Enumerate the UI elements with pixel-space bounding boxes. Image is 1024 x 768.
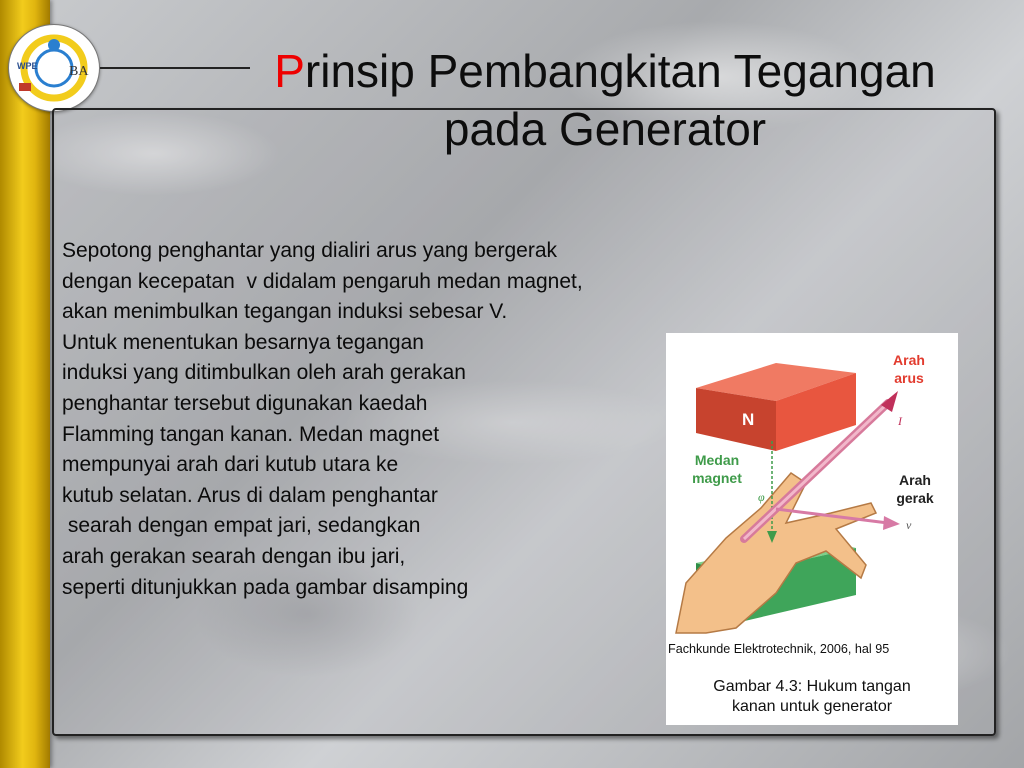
title-line-2: pada Generator xyxy=(443,103,767,155)
body-line: akan menimbulkan tegangan induksi sebesar V. xyxy=(62,300,508,324)
title-line-1-rest: rinsip Pembangkitan Tegangan xyxy=(304,45,936,97)
logo-graphic xyxy=(9,25,99,111)
slide-title xyxy=(190,42,1020,158)
body-line: mempunyai arah dari kutub utara ke xyxy=(62,453,399,477)
figure-illustration xyxy=(666,333,958,725)
institution-logo xyxy=(8,24,100,112)
label-arah-arus xyxy=(874,351,944,387)
right-hand-rule-figure xyxy=(666,333,958,725)
phi-symbol: φ xyxy=(758,490,765,504)
label-arah-gerak xyxy=(880,471,950,507)
body-line: penghantar tersebut digunakan kaedah xyxy=(62,391,428,415)
velocity-symbol: v xyxy=(906,518,912,532)
body-line: Flamming tangan kanan. Medan magnet xyxy=(62,422,440,446)
body-line: kutub selatan. Arus di dalam penghantar xyxy=(62,483,438,507)
figure-source: Fachkunde Elektrotechnik, 2006, hal 95 xyxy=(668,642,890,656)
body-line: Sepotong penghantar yang dialiri arus yang bergerak xyxy=(62,239,558,262)
pole-north-label: N xyxy=(742,410,755,429)
body-paragraph xyxy=(62,236,722,603)
logo-text-left: WPE xyxy=(17,61,38,71)
logo-text-right: BA xyxy=(69,64,89,79)
label-arah-arus-text: Arah arus xyxy=(893,352,925,386)
body-line: searah dengan empat jari, sedangkan xyxy=(62,514,421,538)
gold-side-bar xyxy=(0,0,50,768)
body-line: Untuk menentukan besarnya tegangan xyxy=(62,330,424,354)
figure-caption: Gambar 4.3: Hukum tangan kanan untuk generator xyxy=(713,678,911,715)
body-line: seperti ditunjukkan pada gambar disamping xyxy=(62,575,469,599)
body-line: arah gerakan searah dengan ibu jari, xyxy=(62,544,406,568)
label-arah-gerak-text: Arah gerak xyxy=(896,472,934,506)
title-line-1 xyxy=(190,42,1020,100)
label-medan-magnet-text: Medan magnet xyxy=(692,452,742,486)
body-line: dengan kecepatan v didalam pengaruh medan magnet, xyxy=(62,269,583,293)
motion-arrow-head xyxy=(883,516,900,530)
label-medan-magnet xyxy=(680,451,754,487)
title-first-letter: P xyxy=(274,45,305,97)
body-line: induksi yang ditimbulkan oleh arah gerakan xyxy=(62,361,466,385)
current-symbol: I xyxy=(898,414,902,428)
